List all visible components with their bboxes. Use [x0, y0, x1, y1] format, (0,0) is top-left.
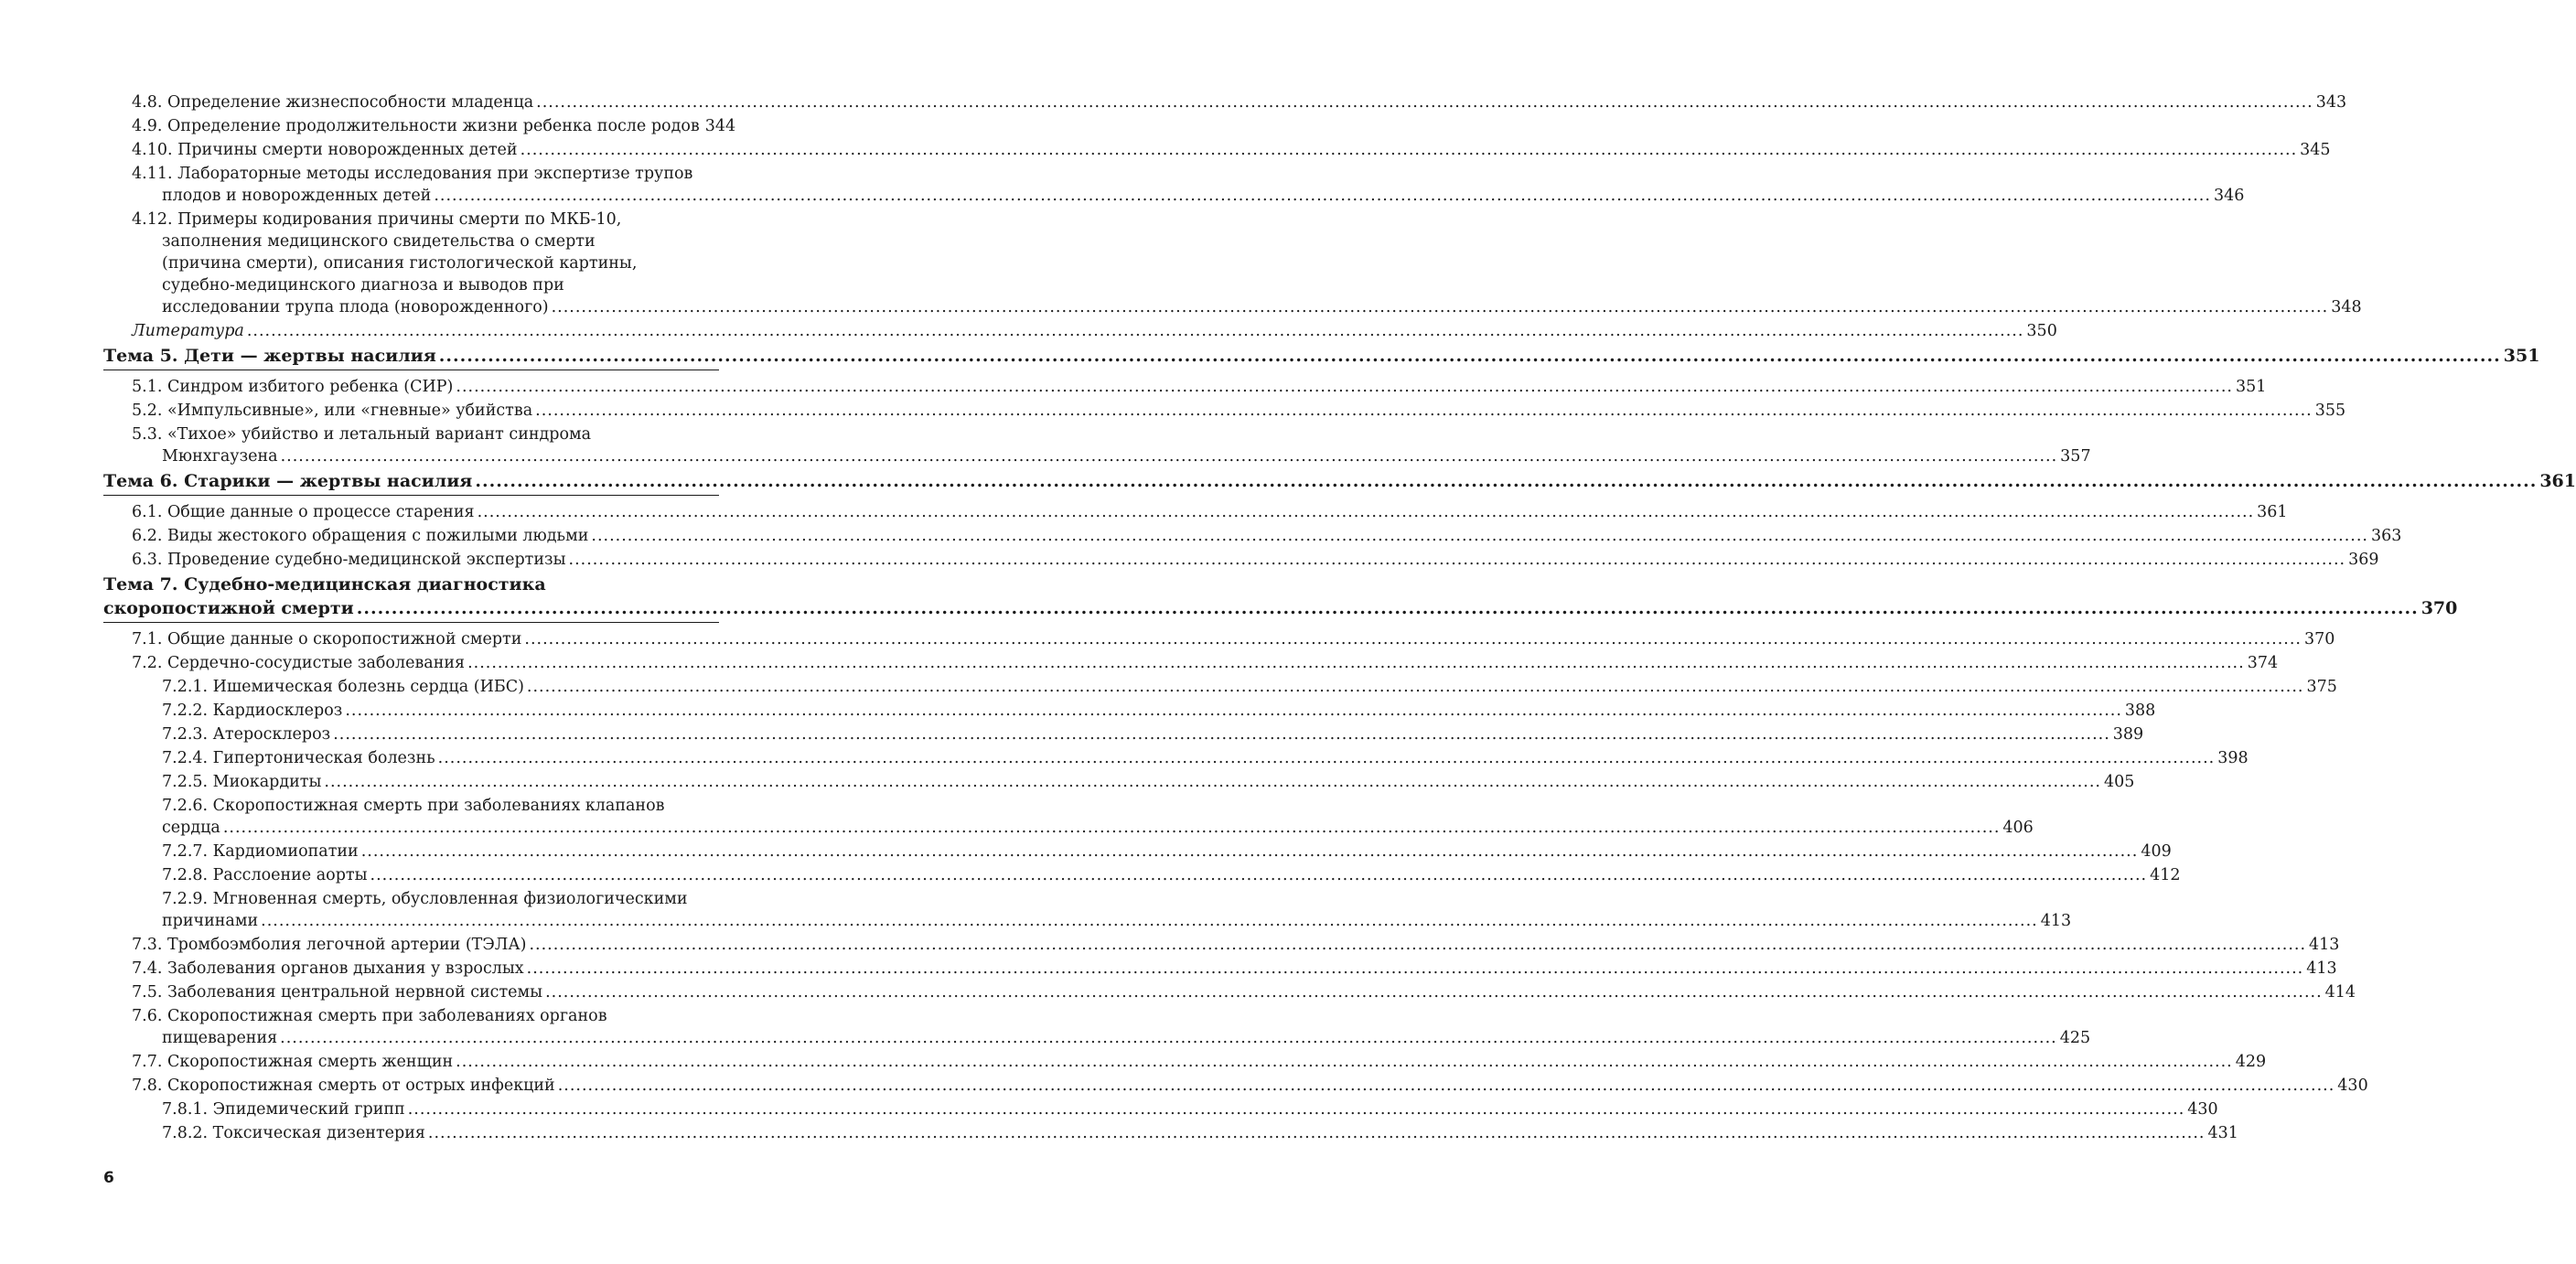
dot-leader: [536, 91, 2313, 113]
dot-leader: [333, 723, 2110, 745]
toc-topic-title: Тема 5. Дети — жертвы насилия: [103, 346, 436, 366]
toc-subentry: [103, 771, 2135, 793]
dot-leader: [529, 934, 2306, 956]
toc-entry-title: 4.10. Причины смерти новорожденных детей: [132, 141, 518, 159]
dot-leader: [428, 1122, 2206, 1144]
toc-entry: [103, 91, 2347, 113]
toc-topic-title-line: Тема 7. Судебно-медицинская диагностика: [103, 574, 546, 595]
toc-entry-title: сердца: [162, 819, 220, 837]
toc-entry: [103, 163, 2245, 207]
toc-entry-page: 344: [704, 117, 736, 135]
toc-entry: [103, 139, 2331, 161]
toc-entry-title: 7.2.8. Расслоение аорты: [162, 866, 368, 884]
toc-entry-title: 5.1. Синдром избитого ребенка (СИР): [132, 378, 454, 396]
toc-entry: [103, 525, 2402, 547]
dot-leader: [361, 841, 2139, 862]
toc-entry-title: 7.8.1. Эпидемический грипп: [162, 1100, 405, 1119]
dot-leader: [558, 1075, 2335, 1097]
toc-subentry: [103, 723, 2144, 745]
toc-entry-title-line: 7.2.9. Мгновенная смерть, обусловленная физиологическими: [162, 890, 688, 908]
dot-leader: [439, 344, 2501, 368]
toc-entry-page: 351: [2235, 378, 2267, 396]
toc-entry-title-line: 7.6. Скоропостижная смерть при заболеваниях органов: [132, 1007, 607, 1025]
toc-entry-title-line: (причина смерти), описания гистологической картины,: [162, 254, 638, 273]
dot-leader: [535, 400, 2313, 422]
toc-subentry: [103, 888, 2072, 932]
toc-entry: [103, 209, 2362, 318]
dot-leader: [527, 676, 2304, 698]
toc-entry-page: 412: [2150, 866, 2181, 884]
toc-entry-page: 348: [2331, 298, 2362, 316]
toc-entry-title: 7.8. Скоропостижная смерть от острых инфекций: [132, 1077, 555, 1095]
toc-subentry: [103, 1122, 2238, 1144]
dot-leader: [434, 187, 2211, 205]
dot-leader: [521, 139, 2298, 161]
toc-entry-title: 5.2. «Импульсивные», или «гневные» убийства: [132, 402, 533, 420]
toc-entry-page: 357: [2060, 447, 2091, 466]
toc-entry-title-line: судебно-медицинского диагноза и выводов при: [162, 276, 564, 295]
toc-entry-title-line: 4.11. Лабораторные методы исследования при экспертизе трупов: [132, 165, 693, 183]
toc-entry-title: 7.2.4. Гипертоническая болезнь: [162, 749, 435, 767]
toc-subentry: [103, 841, 2172, 862]
toc-entry-page: 405: [2103, 773, 2135, 791]
toc-entry: [103, 628, 2335, 650]
toc-entry-title: 7.2.7. Кардиомиопатии: [162, 842, 359, 861]
dot-leader: [475, 469, 2537, 493]
toc-entry-title-line: 5.3. «Тихое» убийство и летальный вариант синдрома: [132, 425, 592, 444]
toc-entry: [103, 981, 2356, 1003]
dot-leader: [281, 447, 2058, 466]
dot-leader: [467, 652, 2245, 674]
toc-topic-page: 370: [2420, 598, 2458, 618]
toc-entry-page: 369: [2348, 551, 2379, 569]
toc-entry-page: 413: [2306, 959, 2337, 978]
dot-leader: [280, 1029, 2057, 1047]
dot-leader: [438, 747, 2216, 769]
toc-entry-title: 7.2.1. Ишемическая болезнь сердца (ИБС): [162, 678, 524, 696]
toc-entry: [103, 423, 2091, 467]
toc-subentry: [103, 676, 2337, 698]
toc-entry-page: 350: [2026, 322, 2057, 340]
toc-topic-heading: [103, 573, 2458, 623]
toc-entry-page: 363: [2370, 527, 2402, 545]
toc-topic-heading: [103, 469, 2576, 496]
dot-leader: [478, 501, 2255, 523]
toc-entry-page: 361: [2257, 503, 2288, 521]
toc-entry: [103, 1051, 2267, 1073]
toc-entry-title: 7.3. Тромбоэмболия легочной артерии (ТЭЛА): [132, 936, 527, 954]
toc-entry: [103, 1005, 2091, 1049]
toc-entry: [103, 652, 2279, 674]
dot-leader: [223, 819, 2001, 837]
toc-entry-page: 409: [2141, 842, 2172, 861]
toc-entry-page: 430: [2337, 1077, 2368, 1095]
toc-subentry: [103, 1098, 2218, 1120]
toc-entry-title: 4.8. Определение жизнеспособности младенца: [132, 93, 534, 112]
toc-entry-title: 7.7. Скоропостижная смерть женщин: [132, 1053, 454, 1071]
toc-entry-page: 430: [2187, 1100, 2218, 1119]
toc-entry-page: 388: [2124, 702, 2156, 720]
toc-entry-title: 7.1. Общие данные о скоропостижной смерти: [132, 630, 522, 648]
toc-entry: [103, 400, 2346, 422]
toc-entry-literature: [103, 320, 2057, 342]
table-of-contents: [103, 91, 2576, 1146]
toc-entry-page: 355: [2314, 402, 2346, 420]
toc-subentry: [103, 747, 2249, 769]
toc-entry: [103, 1075, 2368, 1097]
dot-leader: [545, 981, 2323, 1003]
toc-topic-page: 351: [2503, 346, 2540, 366]
page-number: 6: [103, 1169, 114, 1187]
toc-entry-page: 406: [2002, 819, 2034, 837]
toc-entry: [103, 934, 2340, 956]
toc-topic-title: скоропостижной смерти: [103, 598, 354, 618]
dot-leader: [247, 320, 2024, 342]
dot-leader: [357, 596, 2419, 620]
toc-entry-title: 7.4. Заболевания органов дыхания у взрослых: [132, 959, 524, 978]
dot-leader: [569, 549, 2346, 571]
dot-leader: [591, 525, 2368, 547]
toc-topic-page: 361: [2539, 471, 2576, 491]
toc-entry-page: 413: [2309, 936, 2340, 954]
toc-entry-title: 7.2. Сердечно-сосудистые заболевания: [132, 654, 466, 672]
toc-entry: [103, 501, 2288, 523]
toc-entry-page: 343: [2315, 93, 2347, 112]
toc-entry-page: 414: [2324, 983, 2356, 1002]
toc-entry-title: 6.2. Виды жестокого обращения с пожилыми людьми: [132, 527, 589, 545]
toc-entry-page: 370: [2303, 630, 2335, 648]
toc-entry: [103, 549, 2379, 571]
dot-leader: [345, 700, 2122, 722]
toc-entry-page: 389: [2112, 725, 2144, 744]
toc-entry-page: 375: [2306, 678, 2337, 696]
toc-entry-title: 4.9. Определение продолжительности жизни ребенка после родов: [132, 117, 700, 135]
dot-leader: [408, 1098, 2185, 1120]
toc-subentry: [103, 864, 2181, 886]
toc-entry-title: 6.3. Проведение судебно-медицинской экспертизы: [132, 551, 566, 569]
toc-entry-page: 431: [2207, 1124, 2238, 1142]
toc-entry-title: Мюнхгаузена: [162, 447, 278, 466]
toc-entry-title: причинами: [162, 912, 259, 930]
toc-entry-title: 7.2.2. Кардиосклероз: [162, 702, 343, 720]
toc-topic-heading: [103, 344, 2540, 370]
toc-entry-title: 6.1. Общие данные о процессе старения: [132, 503, 475, 521]
toc-entry-title-line: заполнения медицинского свидетельства о смерти: [162, 232, 596, 251]
toc-entry-title: 7.2.5. Миокардиты: [162, 773, 322, 791]
toc-topic-title: Тема 6. Старики — жертвы насилия: [103, 471, 473, 491]
dot-leader: [527, 958, 2304, 980]
toc-entry-page: 374: [2247, 654, 2279, 672]
toc-entry-page: 346: [2213, 187, 2245, 205]
toc-entry: [103, 376, 2267, 398]
toc-entry-page: 345: [2300, 141, 2331, 159]
toc-entry-title: 7.8.2. Токсическая дизентерия: [162, 1124, 425, 1142]
toc-entry-title-line: 7.2.6. Скоропостижная смерть при заболеваниях клапанов: [162, 797, 665, 815]
toc-entry: [103, 115, 736, 137]
toc-subentry: [103, 795, 2034, 839]
toc-subentry: [103, 700, 2156, 722]
dot-leader: [324, 771, 2101, 793]
toc-entry-page: 429: [2235, 1053, 2267, 1071]
dot-leader: [261, 912, 2038, 930]
toc-entry-title: 7.5. Заболевания центральной нервной системы: [132, 983, 543, 1002]
dot-leader: [524, 628, 2302, 650]
toc-entry-title: пищеварения: [162, 1029, 278, 1047]
dot-leader: [456, 1051, 2233, 1073]
toc-entry: [103, 958, 2337, 980]
toc-entry-page: 398: [2217, 749, 2249, 767]
toc-entry-title-line: 4.12. Примеры кодирования причины смерти по МКБ-10,: [132, 210, 622, 229]
dot-leader: [552, 298, 2329, 316]
toc-entry-title: Литература: [132, 322, 244, 340]
toc-entry-title: исследовании трупа плода (новорожденного): [162, 298, 549, 316]
toc-entry-page: 425: [2059, 1029, 2091, 1047]
toc-entry-title: плодов и новорожденных детей: [162, 187, 432, 205]
dot-leader: [370, 864, 2148, 886]
toc-entry-page: 413: [2040, 912, 2072, 930]
dot-leader: [456, 376, 2233, 398]
toc-entry-title: 7.2.3. Атеросклероз: [162, 725, 331, 744]
